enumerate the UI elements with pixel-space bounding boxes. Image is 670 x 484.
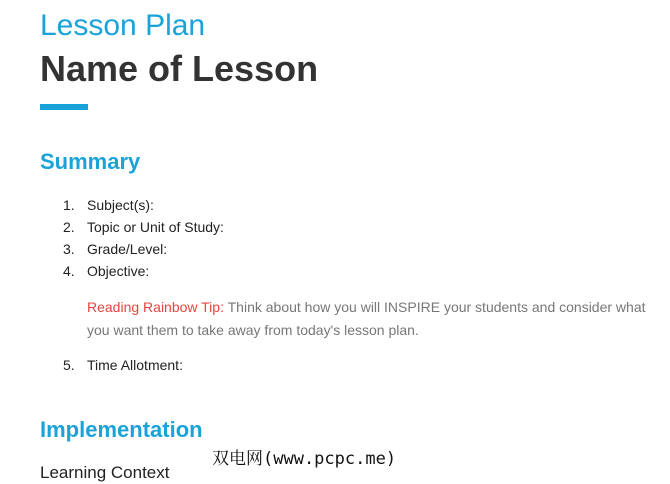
tip-text: Think about how you will INSPIRE your students and consider what you want them to take away from today's lesson plan. [87,299,646,338]
accent-rule [40,104,88,110]
summary-list [40,194,650,282]
list-number: 5. [63,357,75,373]
summary-heading: Summary [40,149,141,174]
learning-context-subheading: Learning Context [40,463,170,482]
document-kicker: Lesson Plan [40,9,206,42]
list-item-label: Subject(s): [87,197,154,213]
list-number: 4. [63,263,75,279]
list-item [40,354,650,376]
list-item-label: Time Allotment: [87,357,183,373]
list-number: 3. [63,241,75,257]
lesson-plan-document [40,8,650,484]
list-item-label: Objective: [87,263,150,279]
site-watermark: 双电网(www.pcpc.me) [212,449,397,469]
list-item [40,260,650,282]
reading-rainbow-tip [87,296,650,342]
list-number: 2. [63,219,75,235]
summary-list-continued [40,354,650,376]
lesson-title: Name of Lesson [40,48,319,89]
list-item [40,216,650,238]
implementation-heading: Implementation [40,417,203,442]
list-item-label: Grade/Level: [87,241,168,257]
list-item-label: Topic or Unit of Study: [87,219,224,235]
tip-label: Reading Rainbow Tip: [87,299,224,315]
list-item [40,238,650,260]
list-item [40,194,650,216]
list-number: 1. [63,197,75,213]
